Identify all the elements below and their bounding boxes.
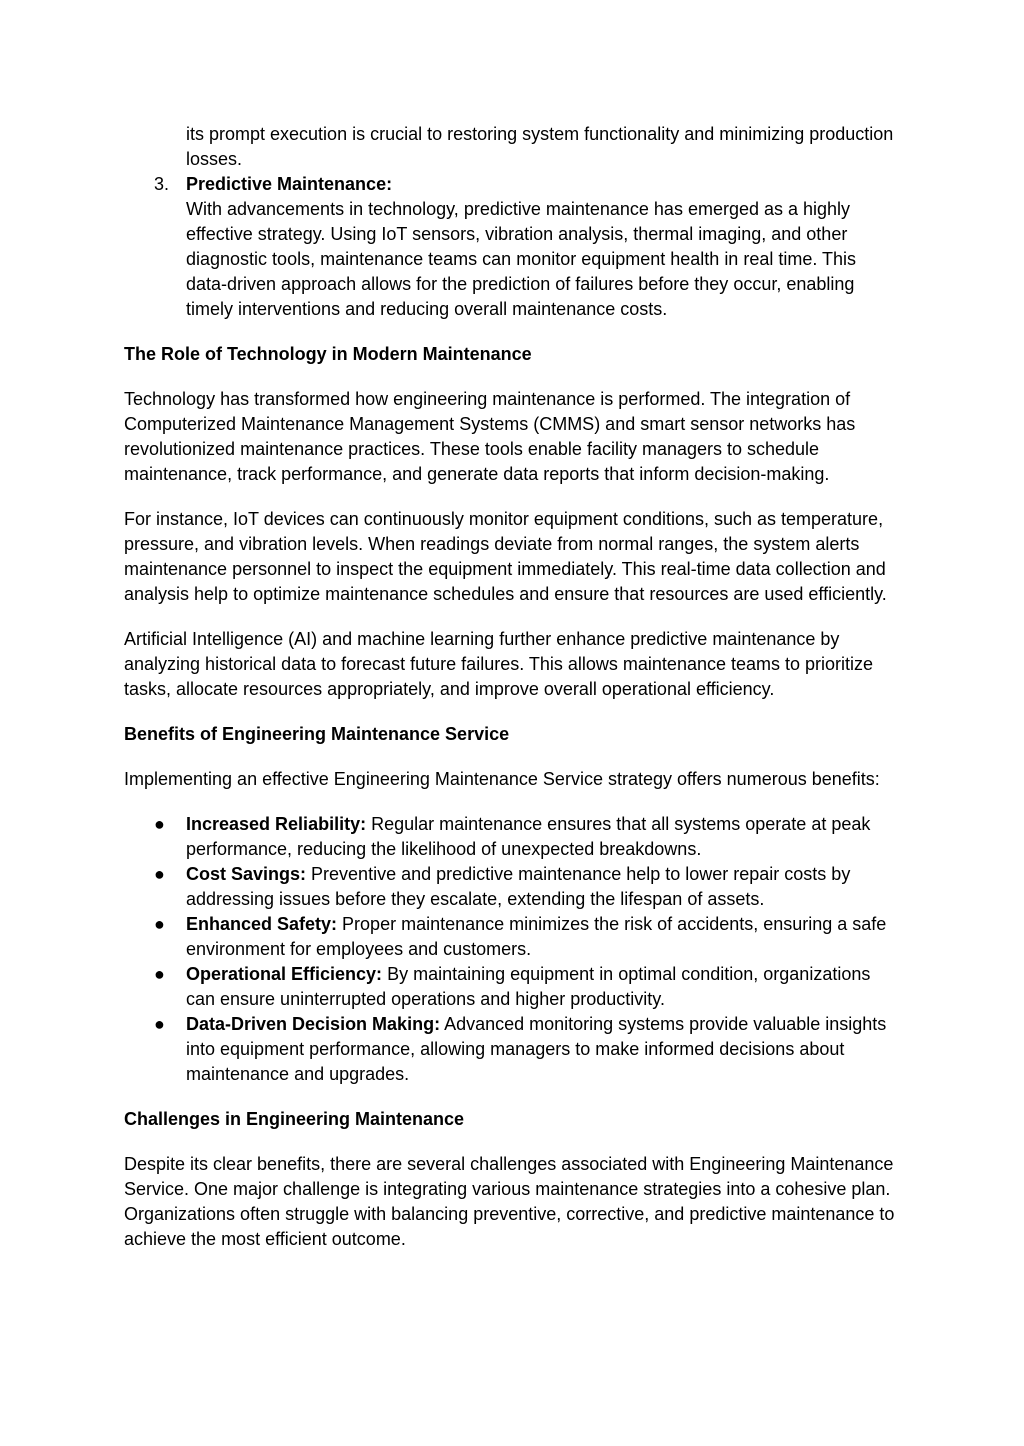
list-item [124, 1012, 900, 1087]
list-item [124, 912, 900, 962]
list-item-title: Predictive Maintenance: [186, 174, 393, 194]
benefit-term: Increased Reliability: [186, 814, 367, 834]
document-page [124, 122, 900, 1272]
benefit-term: Data-Driven Decision Making: [186, 1014, 441, 1034]
list-item [124, 812, 900, 862]
list-item [124, 862, 900, 912]
benefit-term: Operational Efficiency: [186, 964, 383, 984]
section-heading-benefits: Benefits of Engineering Maintenance Service [124, 724, 510, 744]
benefit-text: Proper maintenance minimizes the risk of accidents, ensuring a safe environment for employees and customers. [186, 914, 887, 959]
paragraph: Implementing an effective Engineering Maintenance Service strategy offers numerous benefits: [124, 769, 880, 789]
section-heading-challenges: Challenges in Engineering Maintenance [124, 1109, 465, 1129]
list-item-predictive [124, 172, 900, 322]
bullet-icon: ● [154, 964, 165, 984]
paragraph: Despite its clear benefits, there are several challenges associated with Engineering Maintenance Service. One major challenge is integrating various maintenance strategies into a cohesive plan. Organizations often struggle with balancing preventive, corrective, and predictive maintenance to achieve the most efficient outcome. [124, 1154, 895, 1249]
bullet-icon: ● [154, 1014, 165, 1034]
numbered-list [124, 172, 900, 322]
benefit-term: Enhanced Safety: [186, 914, 338, 934]
bullet-icon: ● [154, 914, 165, 934]
benefits-list [124, 812, 900, 1087]
section-heading-technology: The Role of Technology in Modern Maintenance [124, 344, 532, 364]
benefit-text: Advanced monitoring systems provide valuable insights into equipment performance, allowing managers to make informed decisions about maintenance and upgrades. [186, 1014, 887, 1084]
paragraph: For instance, IoT devices can continuously monitor equipment conditions, such as temperature, pressure, and vibration levels. When readings deviate from normal ranges, the system alerts maintenance personnel to inspect the equipment immediately. This real-time data collection and analysis help to optimize maintenance schedules and ensure that resources are used efficiently. [124, 509, 887, 604]
bullet-icon: ● [154, 864, 165, 884]
benefit-term: Cost Savings: [186, 864, 307, 884]
paragraph: Artificial Intelligence (AI) and machine learning further enhance predictive maintenance by analyzing historical data to forecast future failures. This allows maintenance teams to prioritize tasks, allocate resources appropriately, and improve overall operational efficiency. [124, 629, 874, 699]
list-item-text: With advancements in technology, predictive maintenance has emerged as a highly effective strategy. Using IoT sensors, vibration analysis, thermal imaging, and other diagnostic tools, maintenance teams can monitor equipment health in real time. This data-driven approach allows for the prediction of failures before they occur, enabling timely interventions and reducing overall maintenance costs. [186, 199, 857, 319]
intro-continuation: its prompt execution is crucial to restoring system functionality and minimizing production losses. [186, 124, 894, 169]
paragraph: Technology has transformed how engineering maintenance is performed. The integration of Computerized Maintenance Management Systems (CMMS) and smart sensor networks has revolutionized maintenance practices. These tools enable facility managers to schedule maintenance, track performance, and generate data reports that inform decision-making. [124, 389, 856, 484]
list-item [124, 962, 900, 1012]
benefit-text: Regular maintenance ensures that all systems operate at peak performance, reducing the likelihood of unexpected breakdowns. [186, 814, 871, 859]
benefit-text: Preventive and predictive maintenance help to lower repair costs by addressing issues before they escalate, extending the lifespan of assets. [186, 864, 851, 909]
benefit-text: By maintaining equipment in optimal condition, organizations can ensure uninterrupted operations and higher productivity. [186, 964, 871, 1009]
bullet-icon: ● [154, 814, 165, 834]
list-number: 3. [154, 174, 170, 194]
